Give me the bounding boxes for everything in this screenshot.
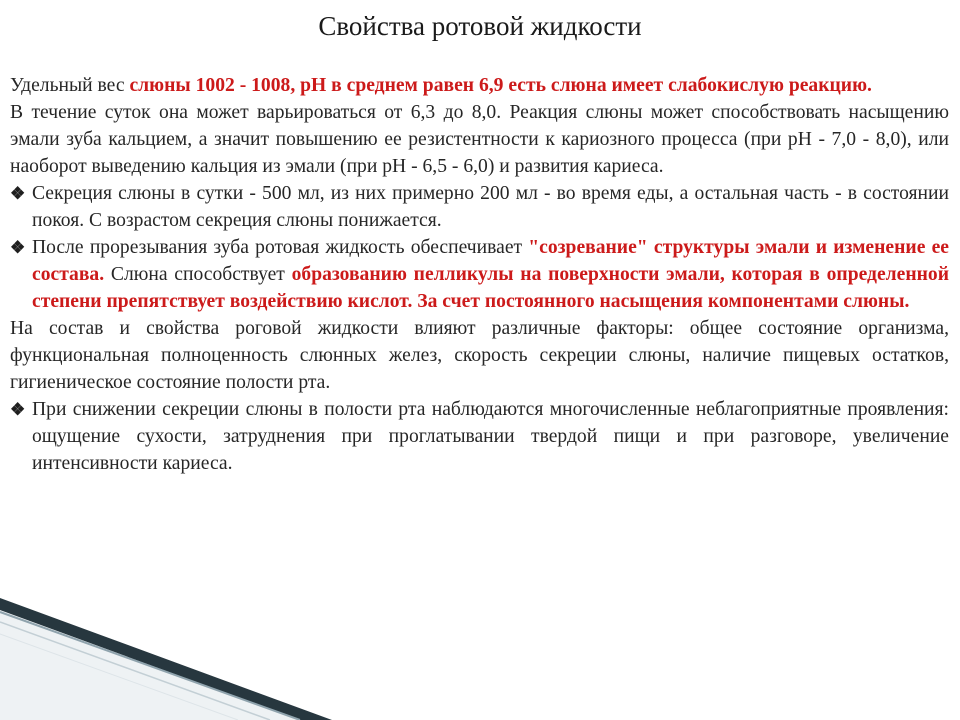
slide-title: Свойства ротовой жидкости	[318, 11, 642, 41]
highlight-saliva-ph: слюны 1002 - 1008, рН в среднем равен 6,9 есть слюна имеет слабокислую реакцию.	[129, 75, 872, 96]
paragraph-specific-gravity: Удельный вес слюны 1002 - 1008, рН в среднем равен 6,9 есть слюна имеет слабокислую реакцию.	[10, 75, 872, 96]
slide-body	[10, 72, 949, 477]
paragraph-ph-variation: В течение суток она может варьироваться от 6,3 до 8,0. Реакция слюны может способствовать насыщению эмали зуба кальцием, а значит повышению ее резистентности к кариозного процесса (при рН - 7,0 - 8,0), или наоборот выведению кальция из эмали (при рН - 6,5 - 6,0) и развития кариеса.	[10, 102, 949, 177]
diamond-bullet-icon: ❖	[10, 184, 26, 203]
diamond-bullet-icon: ❖	[10, 400, 26, 419]
highlight-maturation: "созревание" структуры эмали и изменение ее состава.	[32, 237, 949, 285]
bullet-enamel-maturation: ❖ После прорезывания зуба ротовая жидкость обеспечивает "созревание" структуры эмали и изменение ее состава. Слюна способствует образованию пелликулы на поверхности эмали, которая в определенной степени препятствует воздействию кислот. За счет постоянного насыщения компонентами слюны.	[10, 234, 949, 315]
paragraph-factors: На состав и свойства роговой жидкости влияют различные факторы: общее состояние организма, функциональная полноценность слюнных желез, скорость секреции слюны, наличие пищевых остатков, гигиеническое состояние полости рта.	[10, 318, 949, 393]
bullet-secretion: ❖ Секреция слюны в сутки - 500 мл, из них примерно 200 мл - во время еды, а остальная часть - в состоянии покоя. С возрастом секреция слюны понижается.	[10, 180, 949, 234]
diamond-bullet-icon: ❖	[10, 238, 26, 257]
highlight-pellicle: образованию пелликулы на поверхности эмали, которая в определенной степени препятствует воздействию кислот. За счет постоянного насыщения компонентами слюны.	[32, 264, 950, 312]
bullet-reduced-secretion: ❖ При снижении секреции слюны в полости рта наблюдаются многочисленные неблагоприятные проявления: ощущение сухости, затруднения при проглатывании твердой пищи и при разговоре, увеличение интенсивности кариеса.	[10, 396, 949, 477]
